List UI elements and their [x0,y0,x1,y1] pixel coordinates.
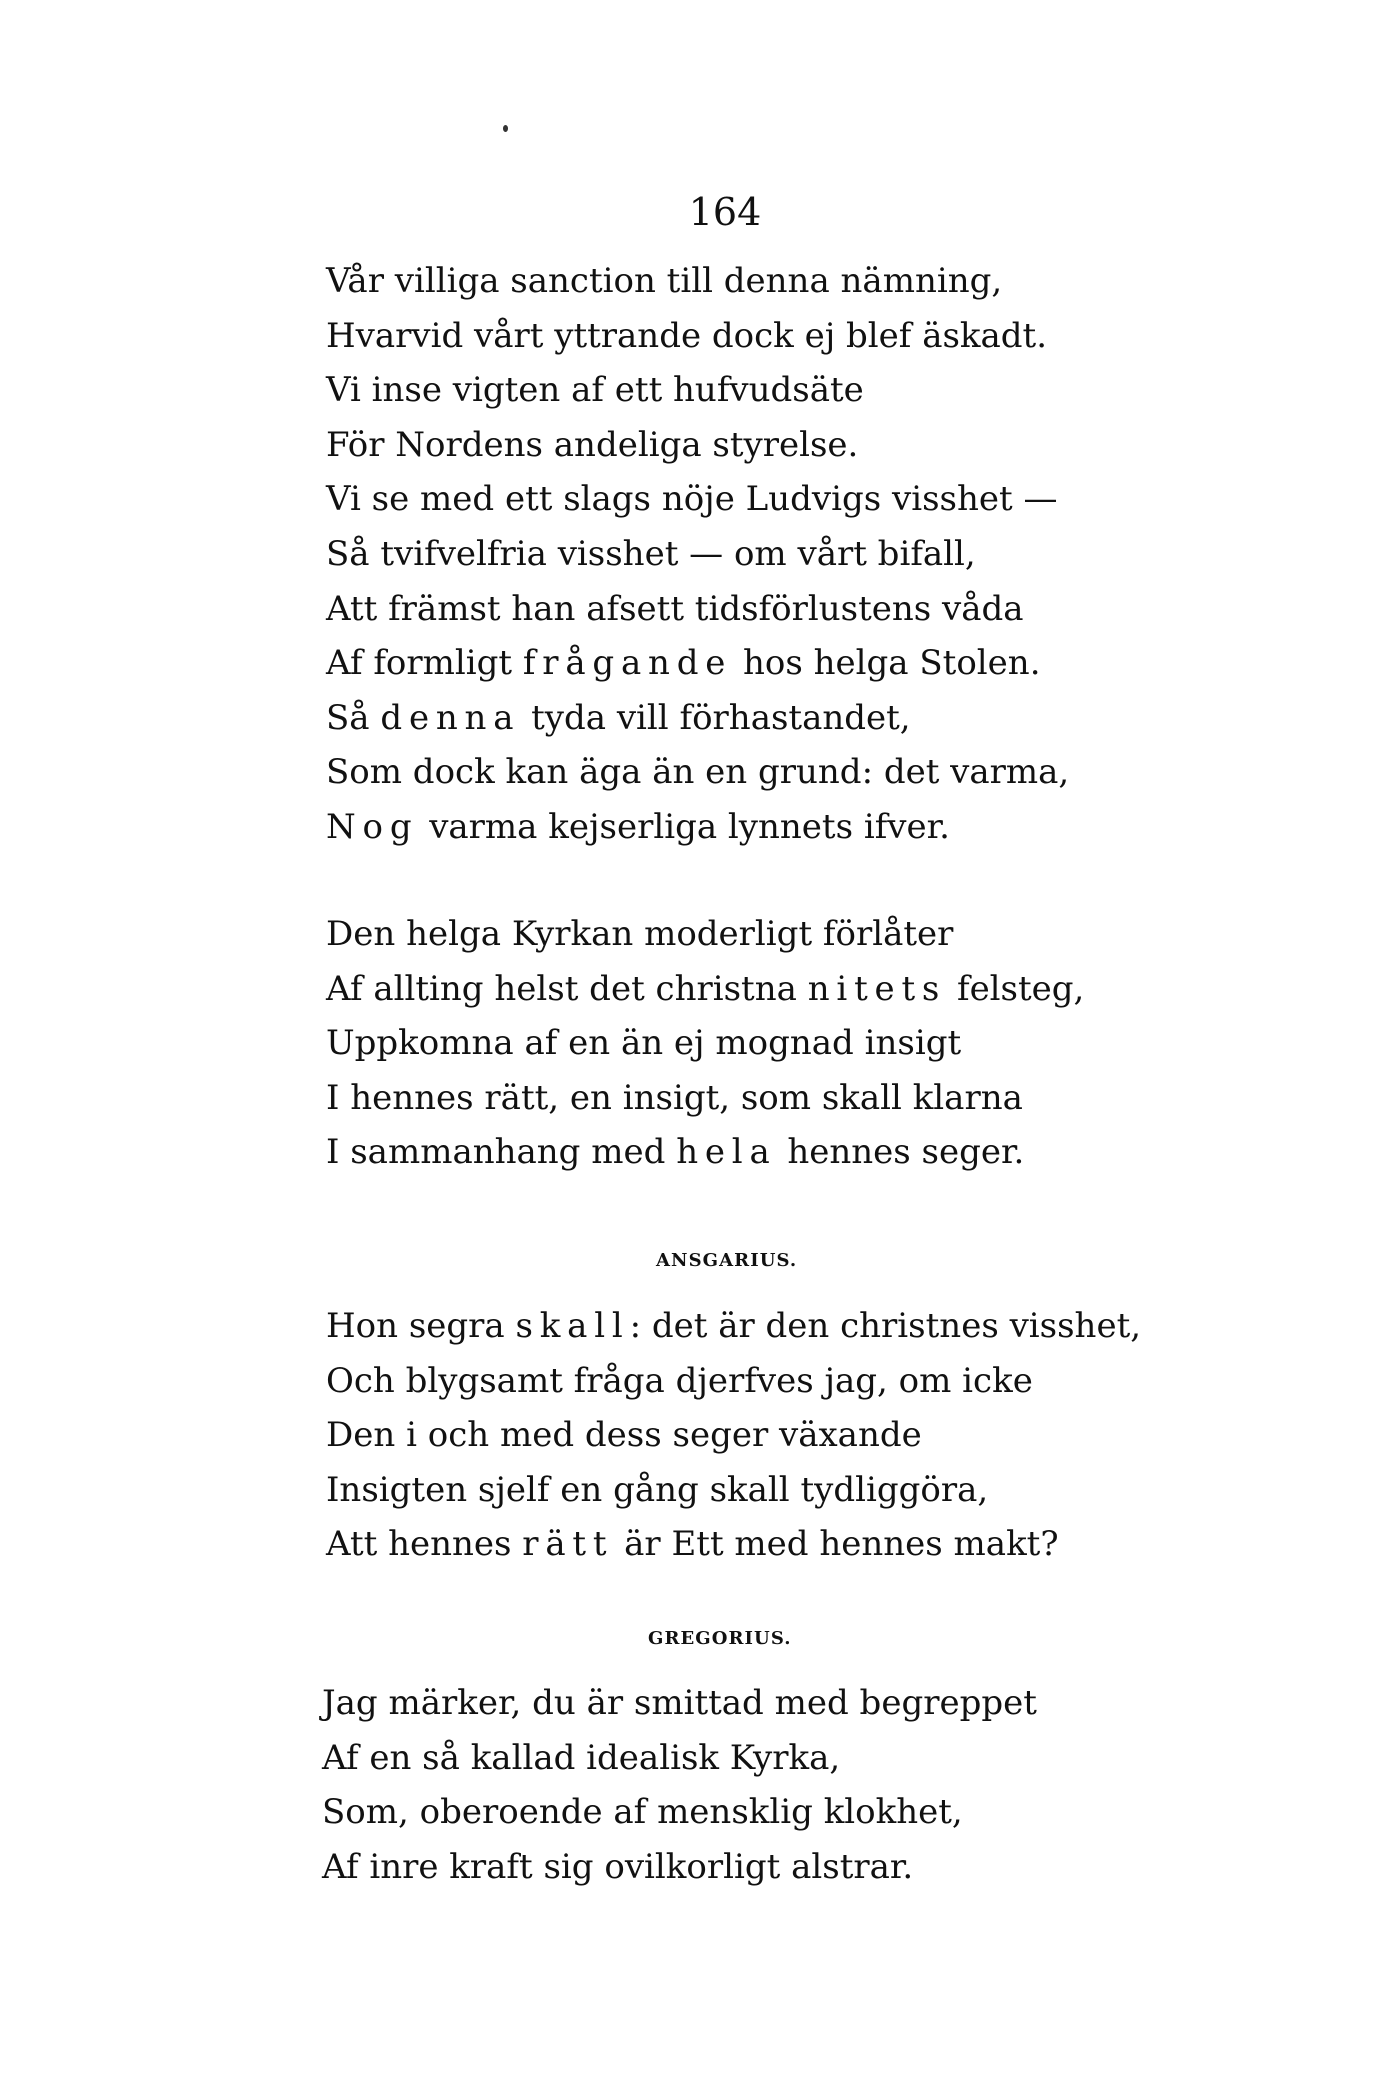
verse-line: I sammanhang med hela hennes seger. [326,1132,1025,1172]
verse-line: I hennes rätt, en insigt, som skall klarna [326,1077,1023,1118]
verse-line: Som dock kan äga än en grund: det varma, [326,752,1070,793]
verse-line: Och blygsamt fråga djerfves jag, om icke [326,1360,1033,1401]
verse-line: Vi se med ett slags nöje Ludvigs visshet — [326,479,1058,520]
spaced-emphasis: nitets [807,968,947,1009]
spaced-emphasis: frågande [522,643,733,684]
verse-line: Vår villiga sanction till denna nämning, [326,261,1003,301]
verse-line: Hon segra skall: det är den christnes visshet, [326,1306,1142,1346]
verse-line: Af allting helst det christna nitets felsteg, [326,968,1085,1009]
spaced-emphasis: rätt [522,1524,614,1564]
verse-line: Af formligt frågande hos helga Stolen. [326,643,1041,684]
verse-line: Nog varma kejserliga lynnets ifver. [326,807,950,847]
spaced-emphasis: skall [515,1306,630,1346]
verse-line: Jag märker, du är smittad med begreppet [322,1683,1037,1723]
verse-line: Som, oberoende af mensklig klokhet, [322,1792,963,1832]
verse-line: Att hennes rätt är Ett med hennes makt? [326,1524,1059,1564]
verse-line: Af inre kraft sig ovilkorligt alstrar. [322,1846,914,1887]
spaced-emphasis: denna [380,697,521,738]
speaker-name-gregorius: GREGORIUS. [648,1628,792,1649]
verse-line: Att främst han afsett tidsförlustens våda [326,588,1024,629]
verse-line: För Nordens andeliga styrelse. [326,424,859,465]
verse-line: Uppkomna af en än ej mognad insigt [326,1023,962,1063]
verse-line: Så denna tyda vill förhastandet, [326,697,911,738]
verse-line: Vi inse vigten af ett hufvudsäte [326,370,864,411]
page-number: 164 [688,190,762,234]
speaker-name-ansgarius: ANSGARIUS. [656,1250,798,1271]
ink-speck [503,125,508,132]
verse-line: Hvarvid vårt yttrande dock ej blef äskadt. [326,315,1048,356]
spaced-emphasis: hela [676,1132,777,1172]
verse-line: Så tvifvelfria visshet — om vårt bifall, [326,534,976,574]
verse-line: Af en så kallad idealisk Kyrka, [322,1737,841,1778]
verse-line: Den i och med dess seger växande [326,1415,922,1455]
spaced-emphasis: Nog [326,807,419,847]
verse-line: Den helga Kyrkan moderligt förlåter [326,914,954,954]
verse-line: Insigten sjelf en gång skall tydliggöra, [326,1469,989,1510]
